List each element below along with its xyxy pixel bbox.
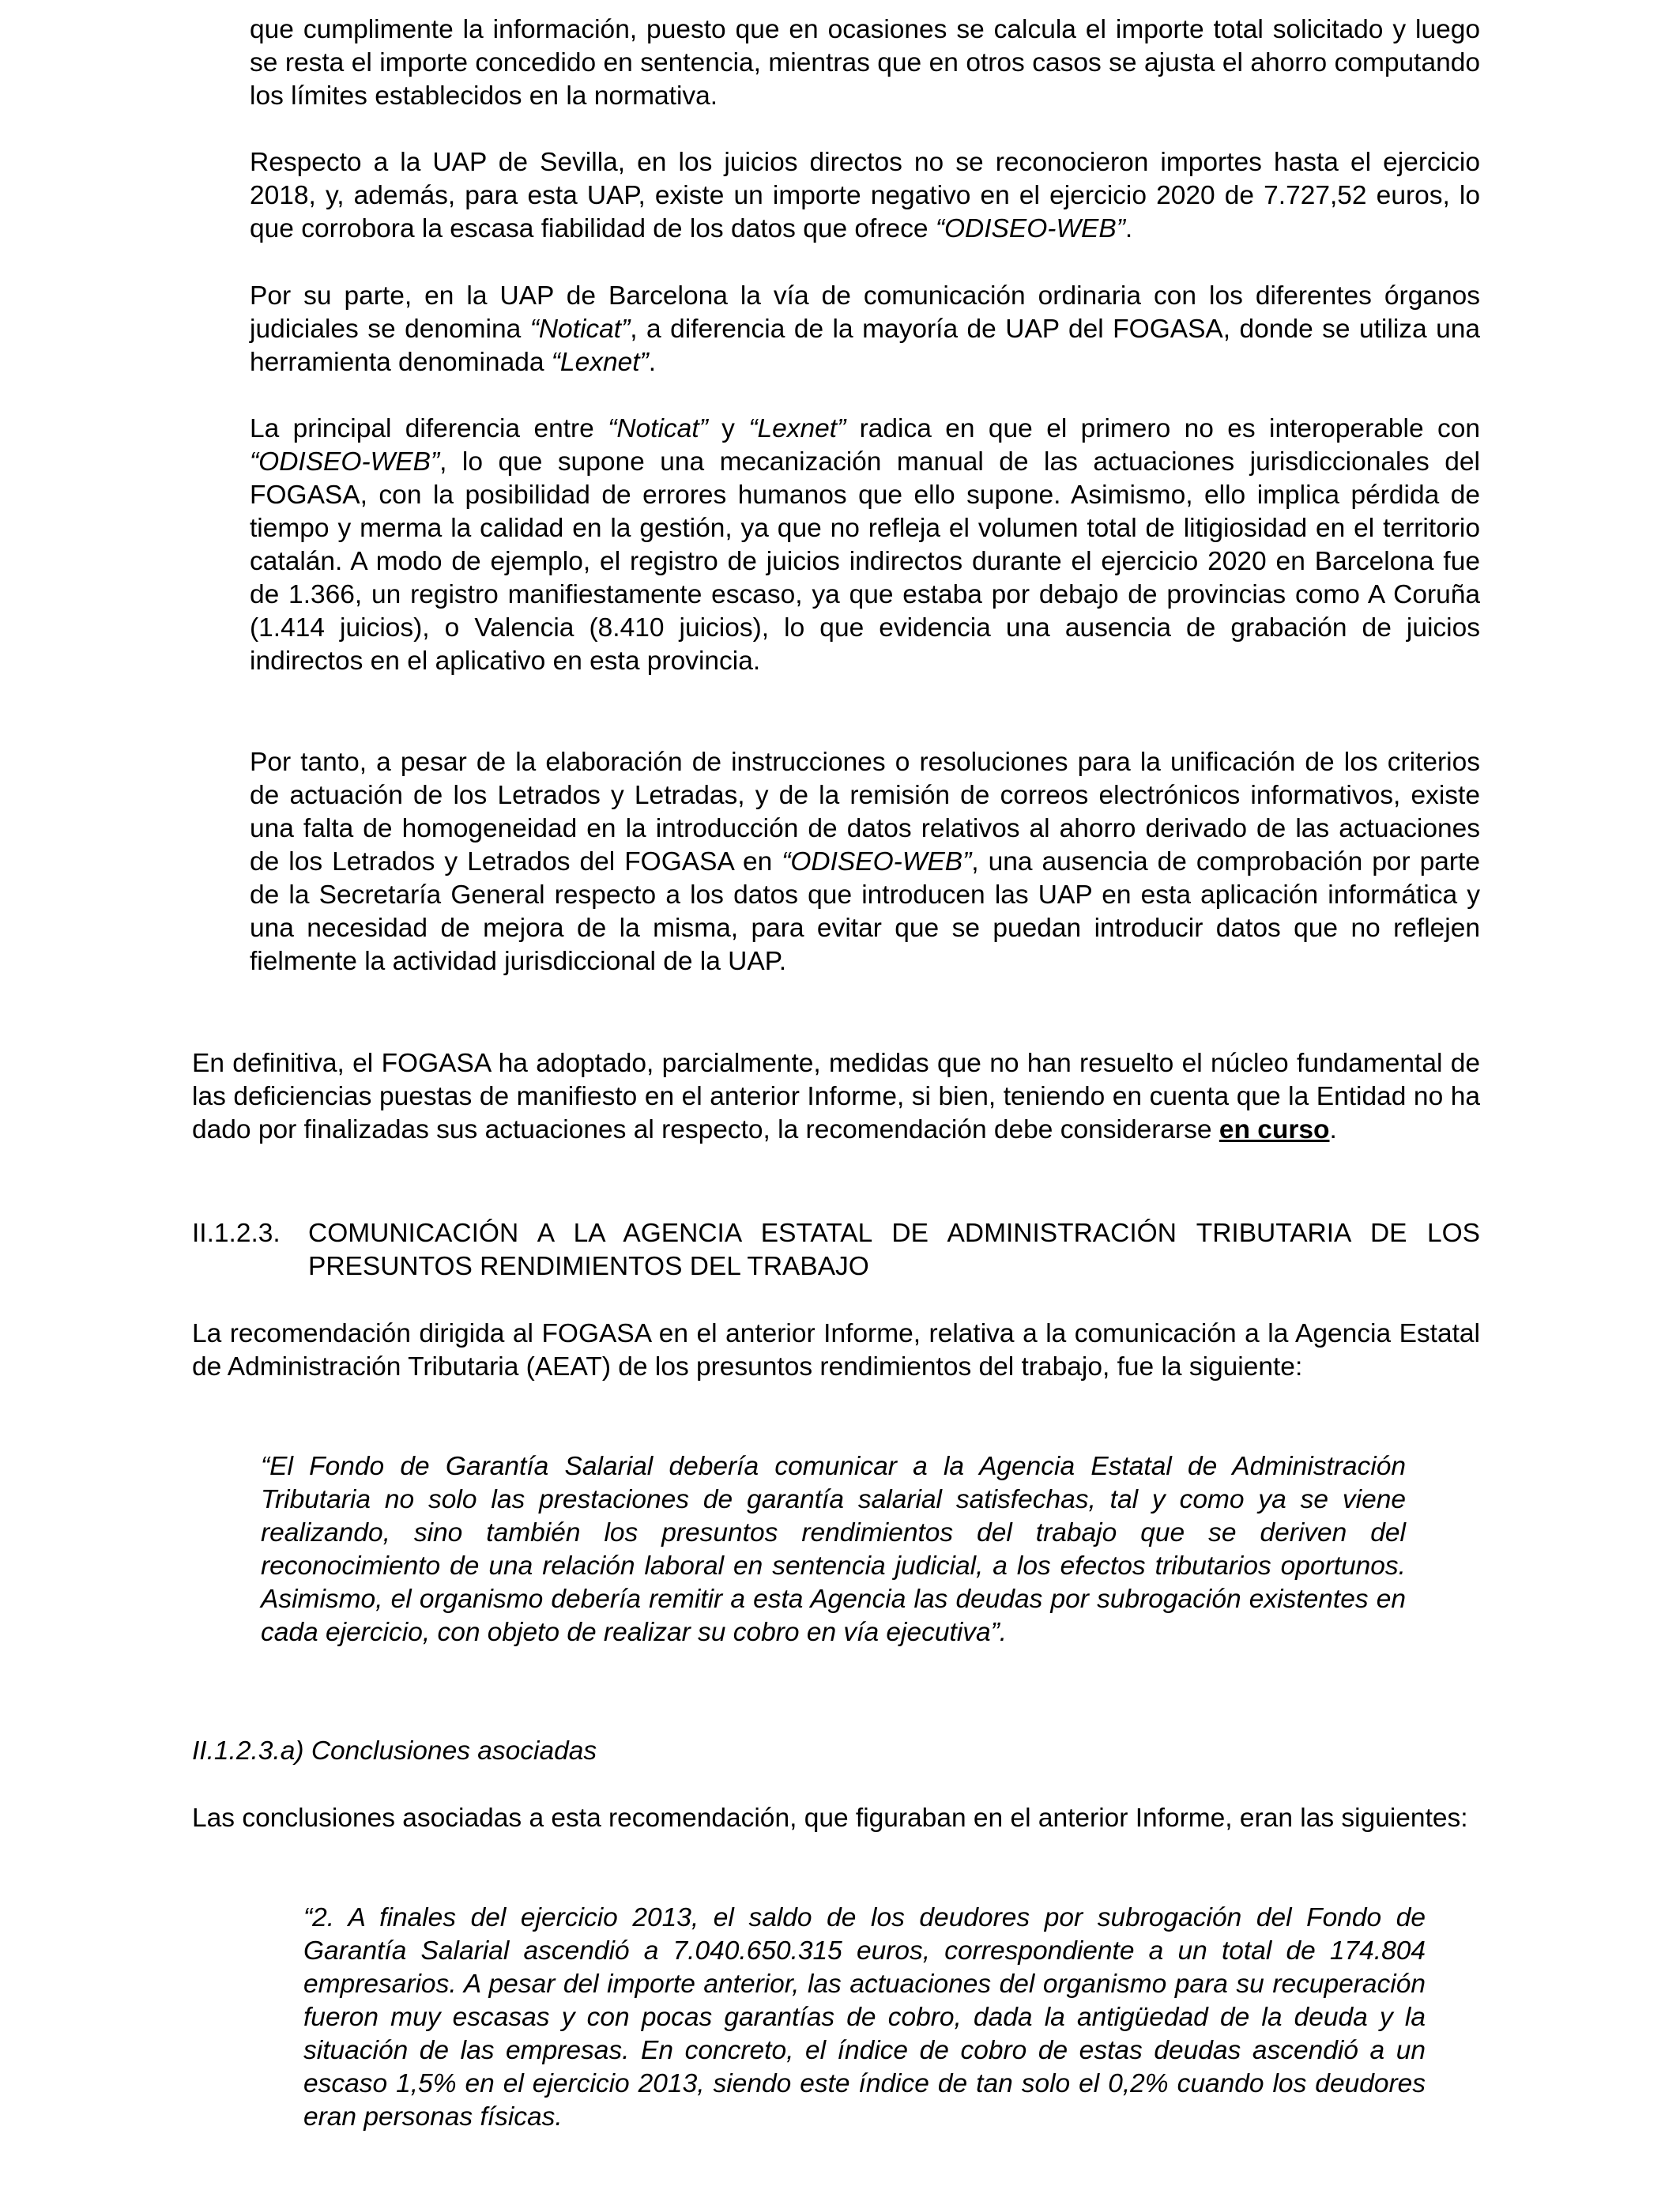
paragraph-uap-info-completion: que cumplimente la información, puesto que en ocasiones se calcula el importe total solicitado y luego se resta el importe concedido en sentencia, mientras que en otros casos se ajusta el ahorro computando los límites establecidos en la normativa. [250, 15, 1480, 111]
paragraph-conclusiones-asociadas: Las conclusiones asociadas a esta recomendación, que figuraban en el anterior Informe, eran las siguientes: [192, 1804, 1468, 1833]
quote-conclusion-2: “2. A finales del ejercicio 2013, el saldo de los deudores por subrogación del Fondo de Garantía Salarial ascendió a 7.040.650.315 euros, correspondiente a un total de 174.804 empresarios. A pesar del importe anterior, las actuaciones del organismo para su recuperación fueron muy escasas y con pocas garantías de cobro, dada la antigüedad de la deuda y la situación de las empresas. En concreto, el índice de cobro de estas deudas ascendió a un escaso 1,5% en el ejercicio 2013, siendo este índice de tan solo el 0,2% cuando los deudores eran personas físicas. [303, 1903, 1426, 2132]
subsection-heading: II.1.2.3.a) Conclusiones asociadas [192, 1736, 597, 1766]
paragraph-recomendacion-dirigida: La recomendación dirigida al FOGASA en el anterior Informe, relativa a la comunicación a la Agencia Estatal de Administración Tributaria (AEAT) de los presuntos rendimientos del trabajo, fue la siguiente: [192, 1319, 1480, 1382]
status-en-curso: en curso [1219, 1115, 1330, 1144]
paragraph-uap-sevilla: Respecto a la UAP de Sevilla, en los juicios directos no se reconocieron importes hasta el ejercicio 2018, y, además, para esta UAP, existe un importe negativo en el ejercicio 2020 de 7.727,52 euros, lo que corrobora la escasa fiabilidad de los datos que ofrece “ODISEO-WEB”. [250, 148, 1480, 243]
paragraph-noticat-lexnet: La principal diferencia entre “Noticat” y “Lexnet” radica en que el primero no es interoperable con “ODISEO-WEB”, lo que supone una mecanización manual de las actuaciones jurisdiccionales del FOGASA, con la posibilidad de errores humanos que ello supone. Asimismo, ello implica pérdida de tiempo y merma la calidad en la gestión, ya que no refleja el volumen total de litigiosidad en el territorio catalán. A modo de ejemplo, el registro de juicios indirectos durante el ejercicio 2020 en Barcelona fue de 1.366, un registro manifiestamente escaso, ya que estaba por debajo de provincias como A Coruña (1.414 juicios), o Valencia (8.410 juicios), lo que evidencia una ausencia de grabación de juicios indirectos en el aplicativo en esta provincia. [250, 414, 1480, 676]
quote-recomendacion: “El Fondo de Garantía Salarial debería comunicar a la Agencia Estatal de Administración Tributaria no solo las prestaciones de garantía salarial satisfechas, tal y como ya se viene realizando, sino también los presuntos rendimientos del trabajo que se deriven del reconocimiento de una relación laboral en sentencia judicial, a los efectos tributarios oportunos. Asimismo, el organismo debería remitir a esta Agencia las deudas por subrogación existentes en cada ejercicio, con objeto de realizar su cobro en vía ejecutiva”. [261, 1452, 1406, 1647]
section-title: COMUNICACIÓN A LA AGENCIA ESTATAL DE ADMINISTRACIÓN TRIBUTARIA DE LOS PRESUNTOS RENDIMIENTOS DEL TRABAJO [308, 1219, 1480, 1281]
section-number: II.1.2.3. [192, 1219, 281, 1248]
paragraph-uap-barcelona: Por su parte, en la UAP de Barcelona la vía de comunicación ordinaria con los diferentes órganos judiciales se denomina “Noticat”, a diferencia de la mayoría de UAP del FOGASA, donde se utiliza una herramienta denominada “Lexnet”. [250, 281, 1480, 377]
paragraph-por-tanto: Por tanto, a pesar de la elaboración de instrucciones o resoluciones para la unificación de los criterios de actuación de los Letrados y Letradas, y de la remisión de correos electrónicos informativos, existe una falta de homogeneidad en la introducción de datos relativos al ahorro derivado de las actuaciones de los Letrados y Letrados del FOGASA en “ODISEO-WEB”, una ausencia de comprobación por parte de la Secretaría General respecto a los datos que introducen las UAP en esta aplicación informática y una necesidad de mejora de la misma, para evitar que se puedan introducir datos que no reflejen fielmente la actividad jurisdiccional de la UAP. [250, 748, 1480, 976]
paragraph-en-definitiva: En definitiva, el FOGASA ha adoptado, parcialmente, medidas que no han resuelto el núcleo fundamental de las deficiencias puestas de manifiesto en el anterior Informe, si bien, teniendo en cuenta que la Entidad no ha dado por finalizadas sus actuaciones al respecto, la recomendación debe considerarse en curso. [192, 1049, 1480, 1144]
